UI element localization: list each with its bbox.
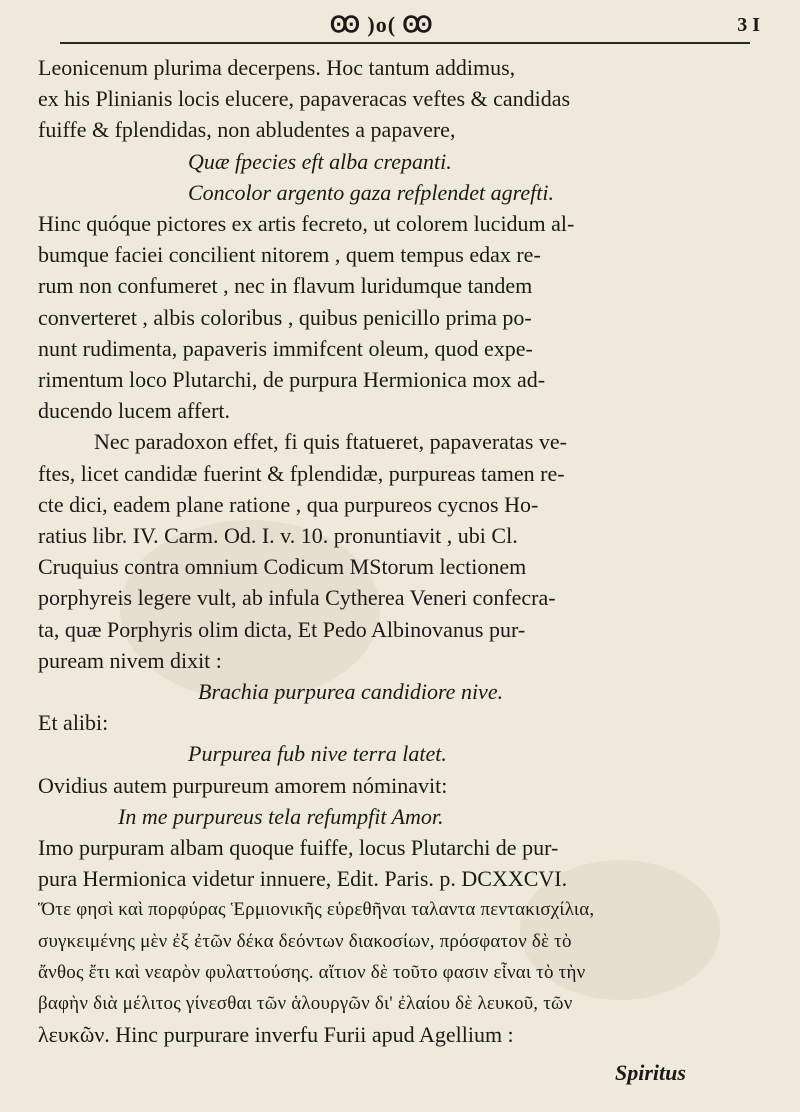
- header-ornament: Ꙭ )o( Ꙭ: [330, 12, 434, 37]
- text-line: cte dici, eadem plane ratione , qua purpureos cycnos Ho-: [38, 491, 539, 517]
- text-line: fuiffe & fplendidas, non abludentes a papavere,: [38, 117, 456, 143]
- body-text: [38, 52, 773, 1051]
- text-line: λευκῶν. Hinc purpurare inverfu Furii apud Agellium :: [38, 1022, 514, 1048]
- text-line: ex his Plinianis locis elucere, papaveracas veftes & candidas: [38, 86, 571, 112]
- text-line: converteret , albis coloribus , quibus penicillo prima po-: [38, 304, 532, 330]
- verse-line: Concolor argento gaza refplendet agrefti.: [188, 179, 555, 205]
- text-line: pura Hermionica videtur innuere, Edit. Paris. p. DCXXCVI.: [38, 866, 568, 892]
- page-number: 3 I: [737, 14, 760, 36]
- greek-line: συγκειμένης μὲν ἐξ ἐτῶν δέκα δεόντων διακοσίων, πρόσφατον δὲ τὸ: [38, 930, 572, 952]
- verse-line: In me purpureus tela refumpfit Amor.: [118, 803, 444, 829]
- text-line: Imo purpuram albam quoque fuiffe, locus Plutarchi de pur-: [38, 835, 559, 861]
- header-rule: [60, 42, 750, 44]
- text-line: ducendo lucem affert.: [38, 398, 231, 424]
- catchword: Spiritus: [615, 1060, 686, 1085]
- greek-line: Ὅτε φησὶ καὶ πορφύρας Ἑρμιονικῆς εὑρεθῆναι ταλαντα πεντακισχίλια,: [38, 899, 595, 921]
- greek-line: βαφὴν διὰ μέλιτος γίνεσθαι τῶν ἁλουργῶν δι' ἐλαίου δὲ λευκοῦ, τῶν: [38, 993, 573, 1015]
- verse-line: Quæ fpecies eft alba crepanti.: [188, 148, 452, 174]
- text-line: ta, quæ Porphyris olim dicta, Et Pedo Albinovanus pur-: [38, 616, 526, 642]
- text-line: puream nivem dixit :: [38, 647, 222, 673]
- text-line: Ovidius autem purpureum amorem nóminavit:: [38, 772, 448, 798]
- text-line: Nec paradoxon effet, fi quis ftatueret, papaveratas ve-: [94, 429, 567, 455]
- text-line: Leonicenum plurima decerpens. Hoc tantum addimus,: [38, 55, 516, 80]
- text-line: porphyreis legere vult, ab infula Cytherea Veneri confecra-: [38, 585, 556, 611]
- verse-line: Purpurea fub nive terra latet.: [188, 741, 447, 767]
- verse-line: Brachia purpurea candidiore nive.: [198, 679, 504, 705]
- text-line: ftes, licet candidæ fuerint & fplendidæ, purpureas tamen re-: [38, 460, 565, 486]
- text-line: nunt rudimenta, papaveris immifcent oleum, quod expe-: [38, 335, 533, 361]
- text-line: rum non confumeret , nec in flavum luridumque tandem: [38, 273, 533, 299]
- running-header: [40, 10, 760, 50]
- text-line: Hinc quóque pictores ex artis fecreto, ut colorem lucidum al-: [38, 211, 575, 237]
- text-line: Et alibi:: [38, 710, 109, 736]
- greek-line: ἄνθος ἔτι καὶ νεαρὸν φυλαττούσης. αἴτιον δὲ τοῦτο φασιν εἶναι τὸ τὴν: [38, 961, 586, 983]
- text-line: bumque faciei concilient nitorem , quem tempus edax re-: [38, 242, 541, 268]
- text-line: ratius libr. IV. Carm. Od. I. v. 10. pronuntiavit , ubi Cl.: [38, 523, 518, 549]
- text-line: rimentum loco Plutarchi, de purpura Hermionica mox ad-: [38, 367, 546, 393]
- text-line: Cruquius contra omnium Codicum MStorum lectionem: [38, 554, 527, 580]
